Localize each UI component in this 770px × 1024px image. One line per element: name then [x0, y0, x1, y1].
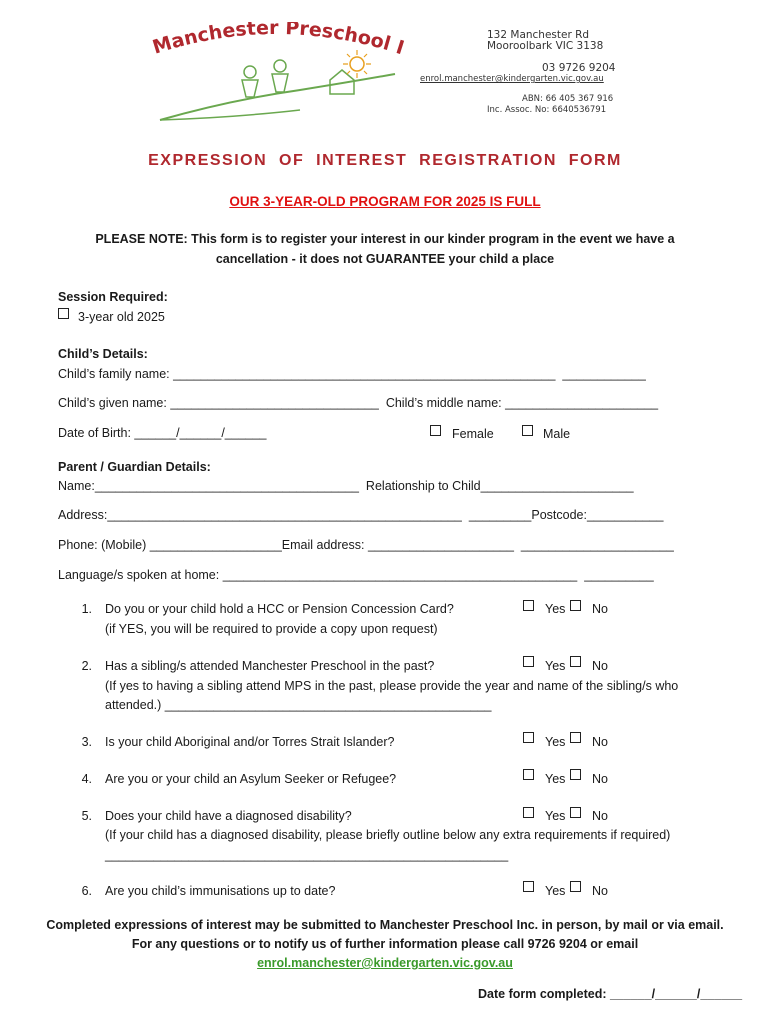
question-3-yes-checkbox[interactable] [523, 732, 534, 743]
question-3-number: 3. [81, 735, 92, 749]
question-6-number: 6. [81, 884, 92, 898]
program-full-notice: OUR 3-YEAR-OLD PROGRAM FOR 2025 IS FULL [229, 194, 541, 209]
question-2-text: Has a sibling/s attended Manchester Preschool in the past? [105, 659, 435, 673]
logo-org-name: Manchester Preschool I [150, 22, 407, 60]
question-4-yes-label: Yes [545, 772, 566, 786]
header-email: enrol.manchester@kindergarten.vic.gov.au [420, 74, 604, 84]
header-phone: 03 9726 9204 [542, 62, 616, 74]
question-5-sub-2[interactable]: __________________________________________________________ [105, 848, 509, 862]
question-4-number: 4. [81, 772, 92, 786]
footer-line-2: For any questions or to notify us of further information please call 9726 9204 or email [131, 937, 639, 951]
question-2-yes-label: Yes [545, 659, 566, 673]
question-1-number: 1. [81, 602, 92, 616]
parent-details-heading: Parent / Guardian Details: [58, 460, 211, 474]
date-form-completed-field[interactable]: Date form completed: ______/______/______ [478, 987, 743, 1001]
question-4-yes-checkbox[interactable] [523, 769, 534, 780]
question-5-sub-1: (If your child has a diagnosed disability, please briefly outline below any extra requirements if required) [105, 828, 671, 842]
question-4-text: Are you or your child an Asylum Seeker or Refugee? [105, 772, 397, 786]
footer-line-1: Completed expressions of interest may be submitted to Manchester Preschool Inc. in person, by mail or via email. [46, 918, 724, 932]
child-given-middle-name-field[interactable]: Child’s given name: ______________________________ Child’s middle name: ______________________ [58, 396, 659, 410]
male-label: Male [543, 427, 571, 441]
session-3yo-checkbox[interactable] [58, 308, 69, 319]
question-3-no-label: No [592, 735, 608, 749]
address-postcode-field[interactable]: Address:___________________________________________________ _________Postcode:___________ [58, 508, 664, 522]
svg-text:Manchester Preschool Inc. [150, 22, 407, 59]
session-heading: Session Required: [58, 290, 168, 304]
header-abn: ABN: 66 405 367 916 [522, 94, 614, 104]
address-line-1: 132 Manchester Rd [487, 29, 590, 41]
question-2-no-checkbox[interactable] [570, 656, 581, 667]
question-4-no-checkbox[interactable] [570, 769, 581, 780]
question-2-yes-checkbox[interactable] [523, 656, 534, 667]
header-assoc: Inc. Assoc. No: 6640536791 [487, 105, 607, 115]
footer-email-link[interactable]: enrol.manchester@kindergarten.vic.gov.au [257, 956, 513, 970]
question-2-sub-1: (If yes to having a sibling attend MPS in the past, please provide the year and name of the sibling/s who [105, 679, 679, 693]
question-5-no-checkbox[interactable] [570, 807, 581, 818]
question-5-yes-label: Yes [545, 809, 566, 823]
question-1-yes-label: Yes [545, 602, 566, 616]
address-line-2: Mooroolbark VIC 3138 [487, 40, 604, 52]
question-2-number: 2. [81, 659, 92, 673]
session-3yo-label: 3-year old 2025 [78, 310, 165, 324]
question-1-sub-1: (if YES, you will be required to provide a copy upon request) [105, 622, 438, 636]
question-4-no-label: No [592, 772, 608, 786]
logo-graphic [150, 22, 410, 127]
question-1-no-checkbox[interactable] [570, 600, 581, 611]
female-checkbox[interactable] [430, 425, 441, 436]
question-2-sub-2[interactable]: attended.) _______________________________________________ [105, 698, 492, 712]
question-6-no-label: No [592, 884, 608, 898]
question-1-no-label: No [592, 602, 608, 616]
question-5-yes-checkbox[interactable] [523, 807, 534, 818]
question-5-text: Does your child have a diagnosed disability? [105, 809, 352, 823]
question-5-number: 5. [81, 809, 92, 823]
phone-email-field[interactable]: Phone: (Mobile) ___________________Email address: _____________________ ______________________ [58, 538, 674, 552]
question-3-no-checkbox[interactable] [570, 732, 581, 743]
question-3-text: Is your child Aboriginal and/or Torres Strait Islander? [105, 735, 395, 749]
form-title: EXPRESSION OF INTEREST REGISTRATION FORM [148, 152, 622, 169]
question-2-no-label: No [592, 659, 608, 673]
question-5-no-label: No [592, 809, 608, 823]
male-checkbox[interactable] [522, 425, 533, 436]
question-1-text: Do you or your child hold a HCC or Pension Concession Card? [105, 602, 454, 616]
address-block [420, 29, 637, 116]
question-1-yes-checkbox[interactable] [523, 600, 534, 611]
child-family-name-field[interactable]: Child’s family name: _______________________________________________________ ____________ [58, 367, 646, 381]
question-6-yes-checkbox[interactable] [523, 881, 534, 892]
language-field[interactable]: Language/s spoken at home: ___________________________________________________ __________ [58, 568, 654, 582]
child-details-heading: Child’s Details: [58, 347, 148, 361]
question-6-text: Are you child’s immunisations up to date? [105, 884, 336, 898]
question-6-yes-label: Yes [545, 884, 566, 898]
female-label: Female [452, 427, 494, 441]
parent-name-relationship-field[interactable]: Name:______________________________________ Relationship to Child______________________ [58, 479, 634, 493]
please-note-line-2: cancellation - it does not GUARANTEE your child a place [215, 252, 555, 266]
question-3-yes-label: Yes [545, 735, 566, 749]
logo [150, 22, 410, 127]
please-note-line-1: PLEASE NOTE: This form is to register your interest in our kinder program in the event we have a [95, 232, 675, 246]
date-of-birth-field[interactable]: Date of Birth: ______/______/______ [58, 426, 267, 440]
question-6-no-checkbox[interactable] [570, 881, 581, 892]
